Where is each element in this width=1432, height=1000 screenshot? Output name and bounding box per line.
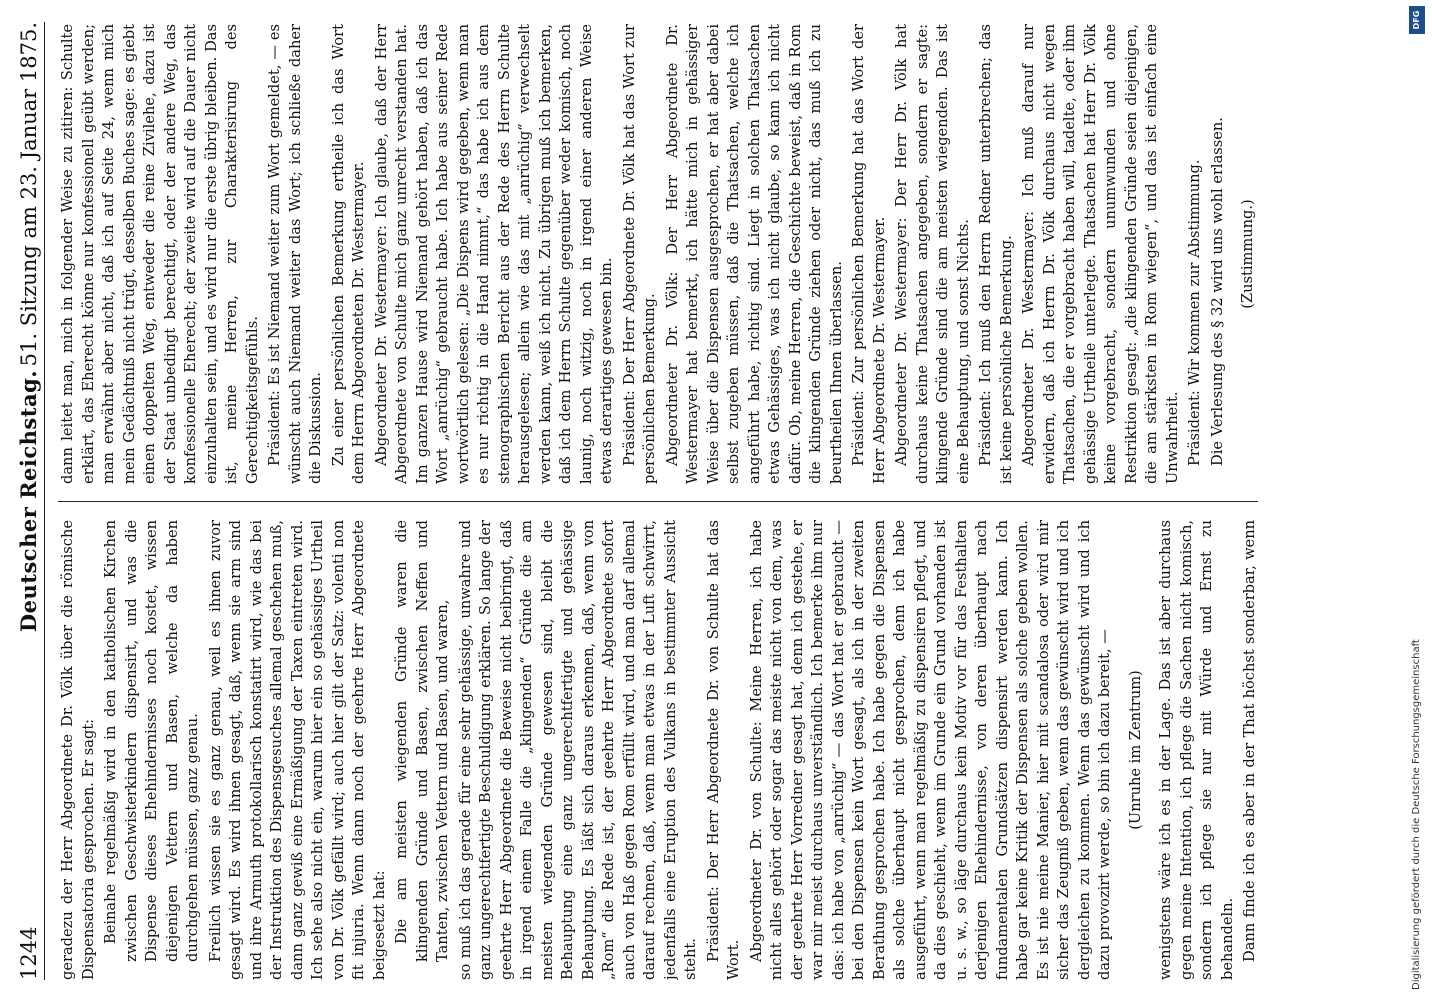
right-column bbox=[58, 24, 1258, 484]
paragraph: so muß ich das gerade für eine sehr gehässige, unwahre und ganz ungerechtfertigte Beschuldigung erklären. So lange der geehrte Herr Abgeordnete die Beweise nicht beibringt, daß in irgend einem Falle die „klingenden“ Gründe die am meisten wiegenden Gründe gewesen sind, bleibt die Behauptung eine ganz ungerechtfertigte und gehässige Behauptung. Es läßt sich daraus erkennen, daß, wenn von „Rom“ die Rede ist, der geehrte Herr Abgeordnete sofort auch von Haß gegen Rom erfüllt wird, und man darf allemal darauf rechnen, daß, wenn man etwas in der Luft schwirrt, jedenfalls eine Eruption des Vulkans in bestimmter Aussicht steht. bbox=[456, 520, 699, 980]
left-column bbox=[58, 520, 1258, 980]
paragraph: geradezu der Herr Abgeordnete Dr. Völk über die römische Dispensatoria gesprochen. Er sagt: bbox=[59, 520, 97, 980]
paragraph: Abgeordneter Dr. Westermayer: Der Herr Dr. Völk hat durchaus keine Thatsachen angegeben, sondern er sagte: klingende Gründe sind die am meisten wiegenden. Das ist eine Behauptung, und sonst Nichts. bbox=[893, 24, 972, 484]
paragraph: wenigstens wäre ich es in der Lage. Das ist aber durchaus gegen meine Intention, ich pflege die Sachen nicht komisch, sondern ich pflege sie nur mit Würde und Ernst zu behandeln. bbox=[1157, 520, 1236, 980]
paragraph: Abgeordneter Dr. Völk: Der Herr Abgeordnete Dr. Westermayer hat bemerkt, ich hätte mich in gehässiger Weise über die Dispensen ausgesprochen, er hat aber dabei selbst zugeben müssen, daß die Thatsachen, welche ich angeführt habe, richtig sind. Liegt in solchen Thatsachen etwas Gehässiges, was ich nicht glaube, so kann ich nicht dafür. Ob, meine Herren, die Geschichte beweist, daß in Rom die klingenden Gründe ziehen oder nicht, das muß ich zu beurtheilen Ihnen überlassen. bbox=[663, 24, 845, 484]
paragraph: Beinahe regelmäßig wird in den katholischen Kirchen zwischen Geschwisterkindern dispensirt, und was die Dispense dieses Ehehindernisses noch kostet, wissen diejenigen Vettern und Basen, welche da haben durchgehen müssen, ganz genau. bbox=[102, 520, 201, 962]
credit-text: Digitalisierung gefördert durch die Deutsche Forschungsgemeinschaft bbox=[1411, 639, 1422, 990]
paragraph: Präsident: Wir kommen zur Abstimmung. bbox=[1186, 159, 1203, 466]
paragraph: Präsident: Der Herr Abgeordnete Dr. Völk hat das Wort zur persönlichen Bemerkung. bbox=[620, 24, 658, 484]
paragraph: Die Verlesung des § 32 wird uns wohl erlassen. bbox=[1208, 117, 1226, 466]
paragraph: Präsident: Ich muß den Herrn Redner unterbrechen; das ist keine persönliche Bemerkung. bbox=[977, 24, 1015, 484]
stage-direction: (Unruhe im Zentrum) bbox=[1126, 670, 1144, 830]
session-date: 51. Sitzung am 23. Januar 1875. bbox=[17, 22, 41, 367]
paragraph: Abgeordneter Dr. Westermayer: Ich glaube, daß der Herr Abgeordnete von Schulte mich ganz unrecht verstanden hat. Im ganzen Hause wird Niemand gehört haben, daß ich das Wort „anrüchig“ gebraucht habe. Ich habe aus seiner Rede wortwörtlich gelesen: „Die Dispens wird gegeben, wenn man es nur richtig in die Hand nimmt,“ das habe ich aus dem stenographischen Bericht aus der Rede des Herrn Schulte herausgelesen; allein wie das mit „anrüchig“ verwechselt werden kann, weiß ich nicht. Zu übrigen muß ich bemerken, daß ich dem Herrn Schulte gegenüber weder komisch, noch launig, noch witzig, noch in irgend einer anderen Weise etwas derartiges gewesen bin. bbox=[372, 24, 615, 484]
paragraph: Abgeordneter Dr. Westermayer: Ich muß darauf nur erwidern, daß ich Herrn Dr. Völk durchaus nicht wegen Thatsachen, die er vorgebracht haben will, tadelte, oder ihm gehässige Urtheile unterlegte. Thatsachen hat Herr Dr. Völk keine vorgebracht, sondern unumwunden und ohne Restriktion gesagt: „die klingenden Gründe seien diejenigen, die am stärksten in Rom wiegen“, und das ist einfach eine Unwahrheit. bbox=[1020, 24, 1181, 484]
paragraph: dann leitet man, mich in folgender Weise zu zitiren: Schulte erklärt, das Eherecht könne nur konfessionell geübt werden; man erwähnt aber nicht, daß ich auf Seite 24, wenn mich mein Gedächtniß nicht trügt, desselben Buches sage: es giebt einen doppelten Weg, entweder die reine Zivilehe, dazu ist der Staat unbedingt berechtigt, oder der andere Weg, das konfessionelle Eherecht; der zweite wird auf die Dauer nicht einzuhalten sein, und es wird nur die erste übrig bleiben. Das ist, meine Herren, zur Charakterisirung des Gerechtigkeitsgefühls. bbox=[59, 24, 261, 484]
paragraph: Zu einer persönlichen Bemerkung ertheile ich das Wort dem Herrn Abgeordneten Dr. Westermayer. bbox=[329, 24, 367, 484]
column-divider bbox=[58, 501, 1258, 502]
stage-direction: (Zustimmung.) bbox=[1239, 199, 1256, 309]
digitization-credit bbox=[1408, 10, 1426, 990]
paragraph: Präsident: Es ist Niemand weiter zum Wort gemeldet, — es wünscht auch Niemand weiter das Wort; ich schließe daher die Diskussion. bbox=[266, 24, 324, 484]
paragraph: Präsident: Der Herr Abgeordnete Dr. von Schulte hat das Wort. bbox=[704, 520, 742, 980]
text-columns bbox=[58, 22, 1258, 980]
paragraph: Präsident: Zur persönlichen Bemerkung hat das Wort der Herr Abgeordnete Dr. Westermayer. bbox=[850, 24, 888, 484]
publication-title: Deutscher Reichstag. bbox=[16, 369, 41, 633]
paragraph: Freilich wissen sie es ganz genau, weil es ihnen zuvor gesagt wird. Es wird ihnen gesagt, daß, wenn sie arm sind und ihre Armuth protokollarisch konstatirt wird, wie das bei der Instruktion des Dispensgesuches allemal geschehen muß, dann ganz gewiß eine Ermäßigung der Taxen eintreten wird. Ich sehe also nicht ein, warum hier ein so gehässiges Urtheil von Dr. Völk gefällt wird; auch hier gilt der Satz: volenti non fit injuria. Wenn dann noch der geehrte Herr Abgeordnete beigesetzt hat: bbox=[206, 520, 388, 980]
page-header bbox=[14, 22, 45, 980]
page-number: 1244 bbox=[17, 926, 41, 980]
paragraph: Die am meisten wiegenden Gründe waren die klingenden Gründe und Basen, zwischen Neffen und Tanten, zwischen Vettern und Basen, und waren, bbox=[393, 520, 451, 962]
dfg-logo: DFG bbox=[1409, 6, 1425, 34]
paragraph: Dann finde ich es aber in der That höchst sonderbar, wenn bbox=[1241, 520, 1258, 962]
paragraph: Abgeordneter Dr. von Schulte: Meine Herren, ich habe nicht alles gehört oder sogar das meiste nicht von dem, was der geehrte Herr Vorredner gesagt hat, denn ich gestehe, er war mir meist durchaus unverständlich. Ich bemerke ihm nur das: ich habe von „anrüchig“ — das Wort hat er gebraucht — bei den Dispensen kein Wort gesagt, als ich in der zweiten Berathung gesprochen habe. Ich habe gegen die Dispensen als solche überhaupt nicht gesprochen, denn ich habe ausgeführt, wenn man regelmäßig zu dispensiren pflegt, und da dies geschieht, wenn im Grunde ein Grund vorhanden ist u. s. w., so läge durchaus kein Motiv vor für das Festhalten derjenigen Ehehindernisse, von deren überhaupt nach fundamentalen Grundsätzen dispensirt werden kann. Ich habe gar keine Kritik der Dispensen als solche geben wollen. Es ist nie meine Manier, hier mit scandalosa oder wird mir sicher das Zeugniß geben, wenn das gewünscht wird und ich dergleichen zu kommen. Wenn das gewünscht wird und ich dazu provozirt werde, so bin ich dazu bereit, — bbox=[747, 520, 1113, 980]
